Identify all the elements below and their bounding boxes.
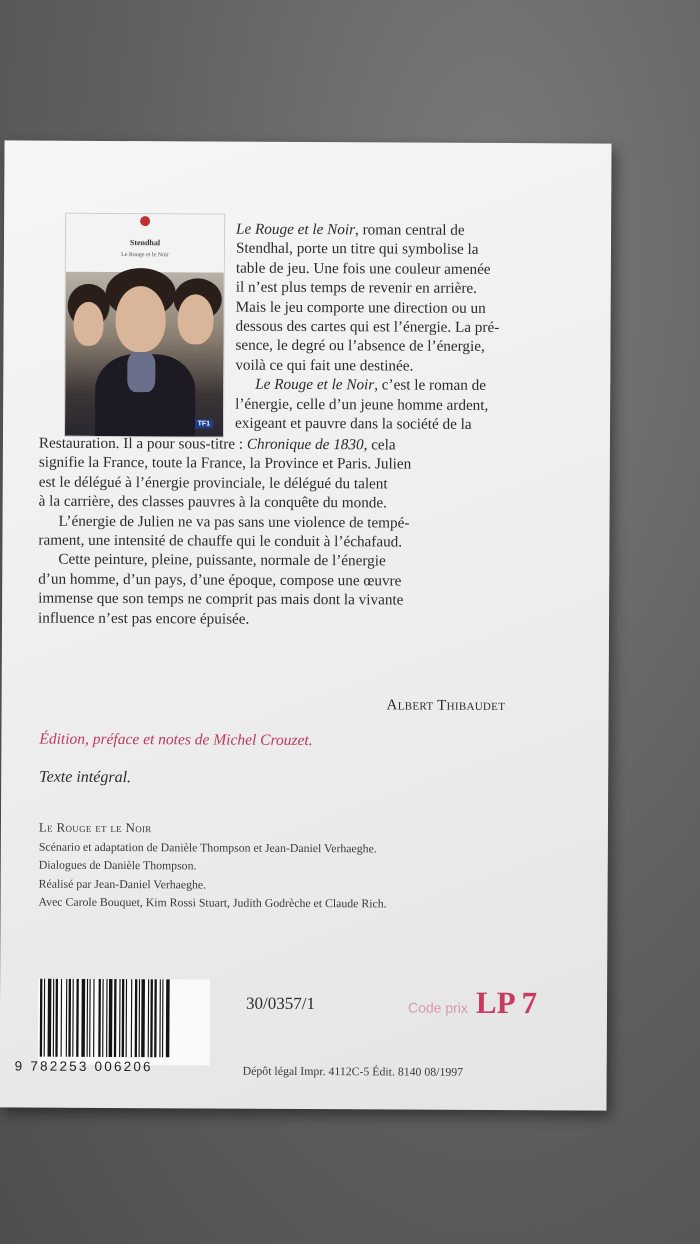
blurb-line: rament, une intensité de chauffe qui le conduit à l’échafaud. — [38, 531, 403, 551]
blurb-line: d’un homme, d’un pays, d’une époque, compose une œuvre — [38, 570, 402, 590]
legal-deposit: Dépôt légal Impr. 4112C-5 Édit. 8140 08/1997 — [242, 1063, 464, 1079]
blurb-line: Mais le jeu comporte une direction ou un — [235, 298, 486, 317]
blurb-line: l’énergie, celle d’un jeune homme ardent, — [235, 395, 489, 414]
blurb-line: immense que son temps ne comprit pas mais dont la vivante — [38, 589, 404, 609]
blurb-line: influence n’est pas encore épuisée. — [37, 609, 250, 628]
blurb-line: exigeant et pauvre dans la société de la — [235, 414, 472, 433]
integral-note: Texte intégral. — [39, 768, 132, 787]
blurb-line: Restauration. Il a pour sous-titre : Chronique de 1830, cela — [38, 434, 396, 454]
blurb-line: dessous des cartes qui est l’énergie. La pré- — [235, 317, 500, 337]
credits-line: Dialogues de Danièle Thompson. — [38, 857, 197, 873]
blurb-signature: Albert Thibaudet — [386, 697, 506, 715]
edition-credit: Édition, préface et notes de Michel Crouzet. — [39, 730, 313, 750]
blurb-line: voilà ce qui fait une destinée. — [235, 356, 414, 375]
blurb-line: sence, le degré ou l’absence de l’énergie, — [235, 337, 485, 356]
blurb-line: à la carrière, des classes pauvres à la conquête du monde. — [38, 492, 387, 512]
blurb-line: signifie la France, toute la France, la Province et Paris. Julien — [38, 454, 412, 473]
tf1-logo: TF1 — [195, 419, 214, 428]
isbn-number: 9 782253 006206 — [14, 1058, 153, 1075]
series-badge-icon — [140, 216, 150, 226]
blurb-line: Cette peinture, pleine, puissante, normale de l’énergie — [58, 551, 386, 570]
credits-title: Le Rouge et le Noir — [38, 819, 152, 836]
book-back-cover — [0, 140, 612, 1110]
credits-line: Avec Carole Bouquet, Kim Rossi Stuart, Judith Godrèche et Claude Rich. — [38, 894, 387, 911]
blurb-line: Le Rouge et le Noir, c’est le roman de — [255, 375, 487, 395]
thumbnail-title: Le Rouge et le Noir — [121, 252, 169, 259]
blurb-line: Stendhal, porte un titre qui symbolise la — [235, 240, 479, 259]
cover-thumbnail — [64, 213, 225, 438]
thumbnail-photo — [65, 272, 224, 437]
thumbnail-author: Stendhal — [129, 238, 161, 248]
price-code — [408, 985, 537, 1022]
blurb-line: il n’est plus temps de revenir en arrière. — [235, 278, 478, 298]
blurb-line: est le délégué à l’énergie provinciale, le délégué du talent — [38, 473, 388, 493]
blurb-line: Le Rouge et le Noir, roman central de — [236, 220, 465, 239]
film-credits — [38, 819, 387, 914]
credits-line: Scénario et adaptation de Danièle Thompson et Jean-Daniel Verhaeghe. — [38, 839, 377, 855]
blurb-line: table de jeu. Une fois une couleur amenée — [235, 259, 491, 278]
price-label: Code prix — [407, 999, 468, 1016]
reference-number: 30/0357/1 — [245, 993, 316, 1014]
price-value: LP 7 — [475, 984, 538, 1021]
credits-line: Réalisé par Jean-Daniel Verhaeghe. — [38, 876, 207, 892]
blurb-full — [38, 434, 587, 631]
blurb-line: L’énergie de Julien ne va pas sans une violence de tempé- — [58, 512, 410, 532]
barcode — [38, 979, 210, 1066]
blurb-top — [235, 220, 588, 435]
